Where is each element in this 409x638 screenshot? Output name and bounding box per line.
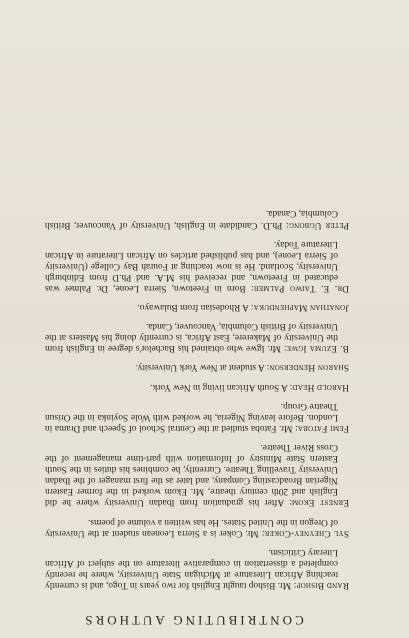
contributor-name: Ernest Ekom: [288, 497, 349, 508]
contributor-bio: Ph.D. Candidate in English, University of Vancouver, British Columbia, Canada. [44, 208, 338, 230]
contributor-entry [45, 238, 349, 293]
contributor-name: Femi Fatoba: [294, 422, 349, 433]
contributor-name: Harold Head: [289, 381, 349, 392]
contributor-name: B. Ezuma Igwe: [283, 343, 349, 354]
contributor-entry [45, 361, 349, 372]
contributor-entry [45, 301, 349, 312]
contributor-bio: A Rhodesian from Bulawayo. [137, 302, 249, 313]
contributor-bio: Mr. Coker is a Sierra Leonean student at the University of Oregon in the United States. He has written a volume of poems. [45, 516, 338, 538]
contributor-entry [45, 207, 349, 229]
contributor-name: Syl Cheyney-Coker: [261, 527, 349, 538]
contributor-bio: Born in Freetown, Sierra Leone, Dr. Palmer was educated in Freetown, and received his M.A. and Ph.D from Edinburgh University, Scotland. He is now teaching at Fourah Bay College (University of Sierra Leone), and has published articles on African Literature in African Literature Today. [44, 238, 338, 294]
contributor-entry [45, 546, 349, 590]
contributor-bio: Mr. Igwe who obtained his Bachelor's degree in English from the University of Makerere, East Africa, is currently doing his Masters at the University of British Columbia, Vancouver, Canda. [45, 321, 338, 354]
contributor-entry [45, 515, 349, 537]
contributor-bio: A South African living in New York. [150, 381, 288, 392]
contributor-entry [45, 381, 349, 392]
contributor-entry [45, 320, 349, 353]
contributor-bio: Mr. Fatoba studied at the Central School of Speech and Drama in London. Before leaving Nigeria, he worked with Wole Soyinka in the Orisun Theatre Group. [44, 400, 338, 433]
contributor-bio: Mr. Bishop taught English for two years in Togo, and is currently teaching African Literature at Michigan State University, where he recently completed a dissertation in comparative literature on the subject of African Literary Criticism. [44, 546, 338, 590]
contributor-entry [45, 400, 349, 433]
contributor-name: Dr. E. Taiwo Palmer: [250, 283, 349, 294]
contributor-name: Jonathan Maphenduka: [250, 302, 349, 313]
contributor-list [45, 207, 349, 590]
contributor-name: Sharon Henderson: [266, 362, 349, 373]
contributor-bio: A student at New York University. [135, 362, 265, 373]
contributor-bio: After his graduation from Ibadan University where he did English and 20th century theatre, Mr. Ekom worked in the former Eastern Nigerian Broadcasting Company, and later as the first manager of the Ibadan University Travelling Theatre. Currently, he combines his duties in the South Eastern State Ministry of Information with part-time management of the Cross River Theatre. [45, 441, 338, 508]
contributor-entry [45, 441, 349, 508]
contributor-name: Peter Ugbong: [285, 219, 349, 230]
page-heading: CONTRIBUTING AUTHORS [82, 613, 304, 628]
contributor-name: Rand Bishop: [293, 580, 349, 590]
